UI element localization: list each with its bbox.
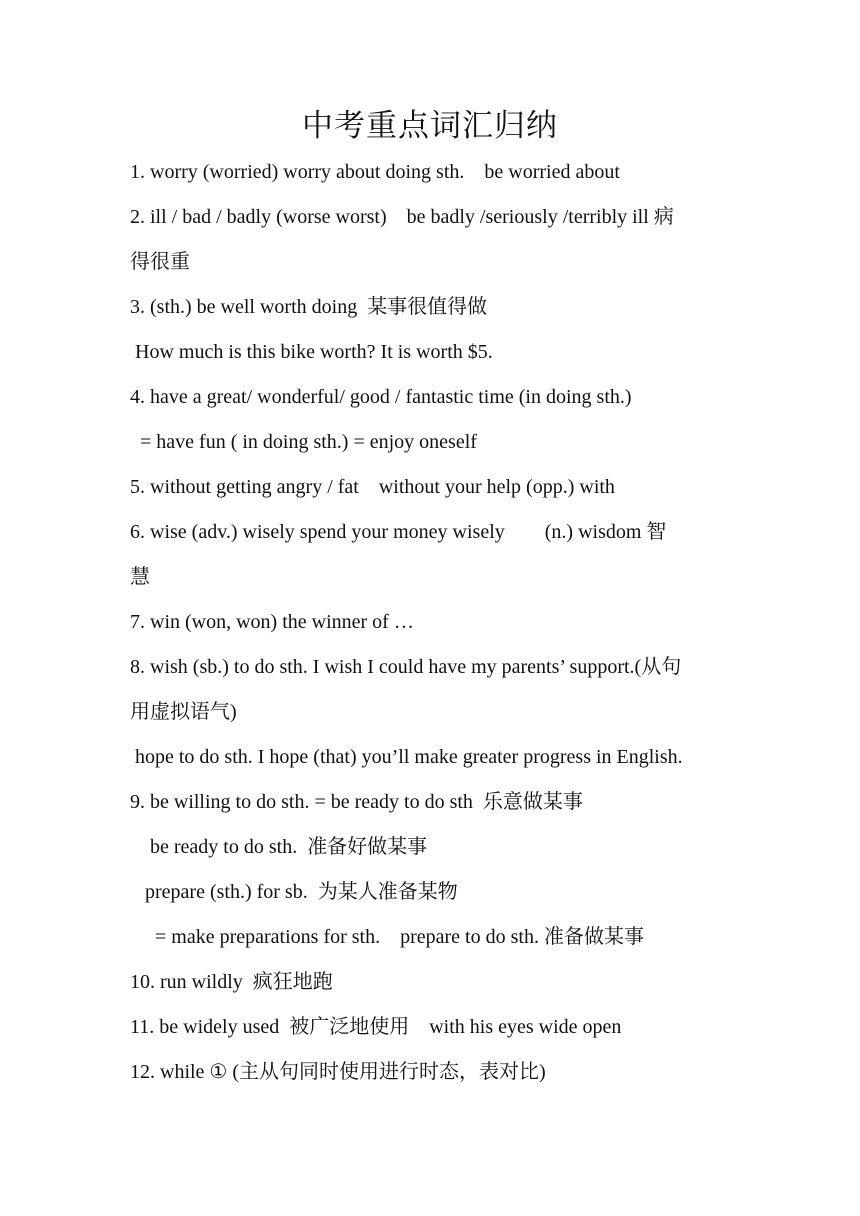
text-line-4: 3. (sth.) be well worth doing 某事很值得做: [130, 296, 488, 318]
text-line-2: 2. ill / bad / badly (worse worst) be badly /seriously /terribly ill 病: [130, 206, 674, 228]
text-line-9: 6. wise (adv.) wisely spend your money wisely (n.) wisdom 智: [130, 521, 667, 543]
text-line-12: 8. wish (sb.) to do sth. I wish I could have my parents’ support.(从句: [130, 656, 682, 678]
text-line-21: 12. while ① (主从句同时使用进行时态，表对比): [130, 1061, 546, 1083]
text-line-16: be ready to do sth. 准备好做某事: [130, 836, 428, 858]
document-title: 中考重点词汇归纳: [302, 108, 558, 143]
text-line-1: 1. worry (worried) worry about doing sth. be worried about: [130, 161, 620, 183]
text-line-20: 11. be widely used 被广泛地使用 with his eyes wide open: [130, 1016, 622, 1038]
text-line-11: 7. win (won, won) the winner of …: [130, 611, 414, 633]
text-line-10: 慧: [130, 566, 150, 588]
text-line-6: 4. have a great/ wonderful/ good / fantastic time (in doing sth.): [130, 386, 632, 408]
text-line-18: = make preparations for sth. prepare to do sth. 准备做某事: [130, 926, 644, 948]
text-line-5: How much is this bike worth? It is worth $5.: [130, 341, 493, 363]
text-line-8: 5. without getting angry / fat without your help (opp.) with: [130, 476, 615, 498]
text-line-15: 9. be willing to do sth. = be ready to do sth 乐意做某事: [130, 791, 583, 813]
text-line-3: 得很重: [130, 251, 190, 273]
text-line-7: = have fun ( in doing sth.) = enjoy oneself: [130, 431, 477, 453]
text-line-13: 用虚拟语气): [130, 701, 237, 723]
text-line-19: 10. run wildly 疯狂地跑: [130, 971, 333, 993]
text-line-17: prepare (sth.) for sb. 为某人准备某物: [130, 881, 458, 903]
text-line-14: hope to do sth. I hope (that) you’ll make greater progress in English.: [130, 746, 683, 768]
